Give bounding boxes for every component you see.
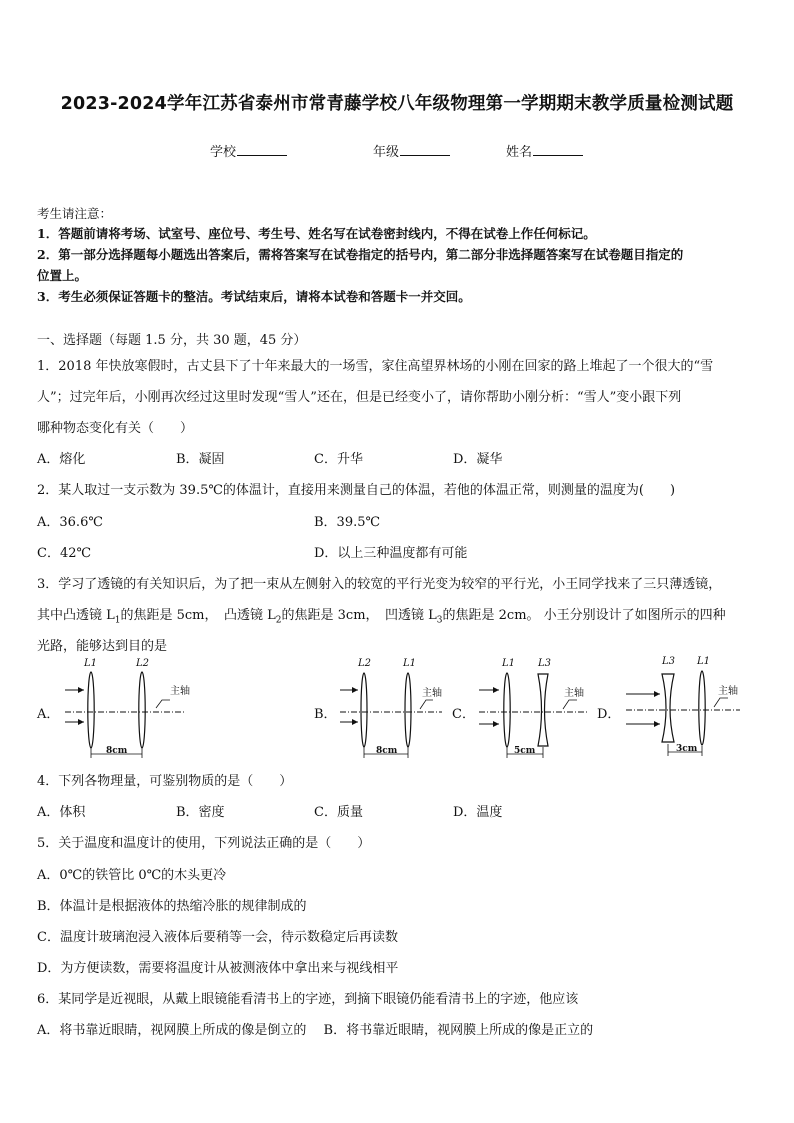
diagram-c-distance-label: 5cm <box>514 746 536 756</box>
diagram-d-left-lens-label: L3 <box>662 656 676 667</box>
school-field <box>210 141 287 160</box>
q6-options-ab: A．将书靠近眼睛，视网膜上所成的像是倒立的 B．将书靠近眼睛，视网膜上所成的像是正立的 <box>37 1023 594 1038</box>
diagram-b-convex-lens-left <box>361 673 367 747</box>
q6-stem: 6．某同学是近视眼，从戴上眼镜能看清书上的字迹，到摘下眼镜仍能看清书上的字迹，他应该 <box>37 992 579 1007</box>
name-label: 姓名 <box>506 145 533 160</box>
q3-sub-2: 2 <box>275 615 282 626</box>
notice-item-2a: 2．第一部分选择题每小题选出答案后，需将答案写在试卷指定的括号内，第二部分非选择题答案写在试卷题目指定的 <box>37 247 684 262</box>
diagram-a-arrow-top <box>78 687 84 693</box>
q3-line2-part-d: 的焦距是 2cm。 小王分别设计了如图所示的四种 <box>442 608 726 623</box>
diagram-b-left-lens-label: L2 <box>358 658 372 669</box>
q5-option-d: D．为方便读数，需要将温度计从被测液体中拿出来与视线相平 <box>37 961 399 976</box>
diagram-a-convex-lens-left <box>88 672 94 748</box>
diagram-b-arrow-bottom <box>352 719 358 725</box>
q3-line2 <box>37 604 726 626</box>
q3-line2-part-a: 其中凸透镜 L <box>37 608 115 623</box>
q3-diagram-d <box>622 658 744 760</box>
q4-stem: 4．下列各物理量，可鉴别物质的是（ ） <box>37 774 293 789</box>
grade-label: 年级 <box>373 145 400 160</box>
notice-item-2b: 位置上。 <box>37 268 88 283</box>
diagram-c-right-lens-label: L3 <box>538 658 552 669</box>
diagram-d-arrow-bottom <box>654 721 660 727</box>
q3-line1: 3．学习了透镜的有关知识后，为了把一束从左侧射入的较宽的平行光变为较窄的平行光，小王同学找来了三只薄透镜， <box>37 577 722 592</box>
q1-line1: 1．2018 年快放寒假时，古丈县下了十年来最大的一场雪，家住高望界林场的小刚在回家的路上堆起了一个很大的“雪 <box>37 359 714 374</box>
diagram-c-convex-lens <box>504 673 510 747</box>
diagram-b-axis-pointer <box>420 700 433 709</box>
q5-option-b: B．体温计是根据液体的热缩冷胀的规律制成的 <box>37 899 307 914</box>
diagram-c-arrow-top <box>493 687 499 693</box>
school-label: 学校 <box>210 145 237 160</box>
diagram-a-distance-label: 8cm <box>106 746 128 756</box>
q3-option-b: B． <box>314 707 337 722</box>
q2-stem: 2．某人取过一支示数为 39.5℃的体温计，直接用来测量自己的体温，若他的体温正常，则测量的温度为( ) <box>37 483 676 498</box>
diagram-b-distance-label: 8cm <box>376 746 398 756</box>
diagram-c-concave-lens <box>538 674 548 746</box>
q2-option-c: C．42℃ <box>37 546 92 561</box>
diagram-b-right-lens-label: L1 <box>403 658 417 669</box>
q3-line2-part-b: 的焦距是 5cm， 凸透镜 L <box>120 608 276 623</box>
q4-option-d: D．温度 <box>453 805 503 820</box>
diagram-a-axis-pointer <box>156 700 170 708</box>
notice-heading: 考生请注意： <box>37 206 113 221</box>
name-field <box>506 141 583 160</box>
diagram-c-left-lens-label: L1 <box>502 658 516 669</box>
diagram-d-distance-label: 3cm <box>676 744 698 754</box>
diagram-d-concave-lens <box>662 674 674 742</box>
q1-option-c: C．升华 <box>314 452 363 467</box>
q3-option-a: A． <box>37 707 60 722</box>
diagram-a-arrow-bottom <box>78 719 84 725</box>
q3-diagram-b <box>336 658 446 760</box>
q3-sub-1: 1 <box>114 615 121 626</box>
diagram-b-arrow-top <box>352 687 358 693</box>
diagram-a-right-lens-label: L2 <box>136 658 150 669</box>
grade-field <box>373 141 450 160</box>
name-blank <box>533 143 583 156</box>
grade-blank <box>400 143 450 156</box>
q4-option-b: B．密度 <box>176 805 225 820</box>
q1-option-d: D．凝华 <box>453 452 503 467</box>
section-heading: 一、选择题（每题 1.5 分，共 30 题，45 分） <box>37 333 307 348</box>
diagram-d-axis-pointer <box>714 698 728 707</box>
q3-sub-3: 3 <box>436 615 443 626</box>
q3-diagram-a <box>60 660 190 760</box>
q5-stem: 5．关于温度和温度计的使用，下列说法正确的是（ ） <box>37 836 371 851</box>
diagram-d-axis-label: 主轴 <box>718 686 738 697</box>
diagram-a-axis-label: 主轴 <box>170 686 190 697</box>
exam-title: 2023-2024学年江苏省泰州市常青藤学校八年级物理第一学期期末教学质量检测试题 <box>60 94 734 114</box>
diagram-b-axis-label: 主轴 <box>422 688 442 699</box>
diagram-a-convex-lens-right <box>139 672 145 748</box>
q3-option-d: D． <box>597 707 621 722</box>
diagram-d-convex-lens <box>699 671 705 745</box>
diagram-c-axis-pointer <box>563 700 577 709</box>
q5-option-a: A．0℃的铁管比 0℃的木头更冷 <box>37 868 227 883</box>
q1-option-b: B．凝固 <box>176 452 225 467</box>
q3-line2-part-c: 的焦距是 3cm， 凹透镜 L <box>281 608 437 623</box>
q3-option-c: C． <box>452 707 475 722</box>
diagram-c-axis-label: 主轴 <box>564 688 584 699</box>
q5-option-c: C．温度计玻璃泡浸入液体后要稍等一会，待示数稳定后再读数 <box>37 930 398 945</box>
diagram-d-right-lens-label: L1 <box>697 656 711 667</box>
q3-diagram-c <box>475 658 593 760</box>
diagram-a-svg <box>60 660 190 760</box>
q4-option-c: C．质量 <box>314 805 363 820</box>
q4-option-a: A．体积 <box>37 805 86 820</box>
notice-item-1: 1．答题前请将考场、试室号、座位号、考生号、姓名写在试卷密封线内，不得在试卷上作任何标记。 <box>37 226 596 241</box>
diagram-d-arrow-top <box>654 691 660 697</box>
q1-line2: 人”；过完年后，小刚再次经过这里时发现“雪人”还在，但是已经变小了，请你帮助小刚分析：“雪人”变小跟下列 <box>37 390 682 405</box>
diagram-c-arrow-bottom <box>493 721 499 727</box>
q3-line3: 光路，能够达到目的是 <box>37 639 168 654</box>
q2-option-a: A．36.6℃ <box>37 515 103 530</box>
school-blank <box>237 143 287 156</box>
q1-option-a: A．熔化 <box>37 452 86 467</box>
q2-option-d: D．以上三种温度都有可能 <box>314 546 468 561</box>
notice-item-3: 3．考生必须保证答题卡的整洁。考试结束后，请将本试卷和答题卡一并交回。 <box>37 289 471 304</box>
q1-line3: 哪种物态变化有关（ ） <box>37 421 194 436</box>
q2-option-b: B．39.5℃ <box>314 515 381 530</box>
diagram-a-left-lens-label: L1 <box>84 658 98 669</box>
diagram-b-convex-lens-right <box>405 673 411 747</box>
